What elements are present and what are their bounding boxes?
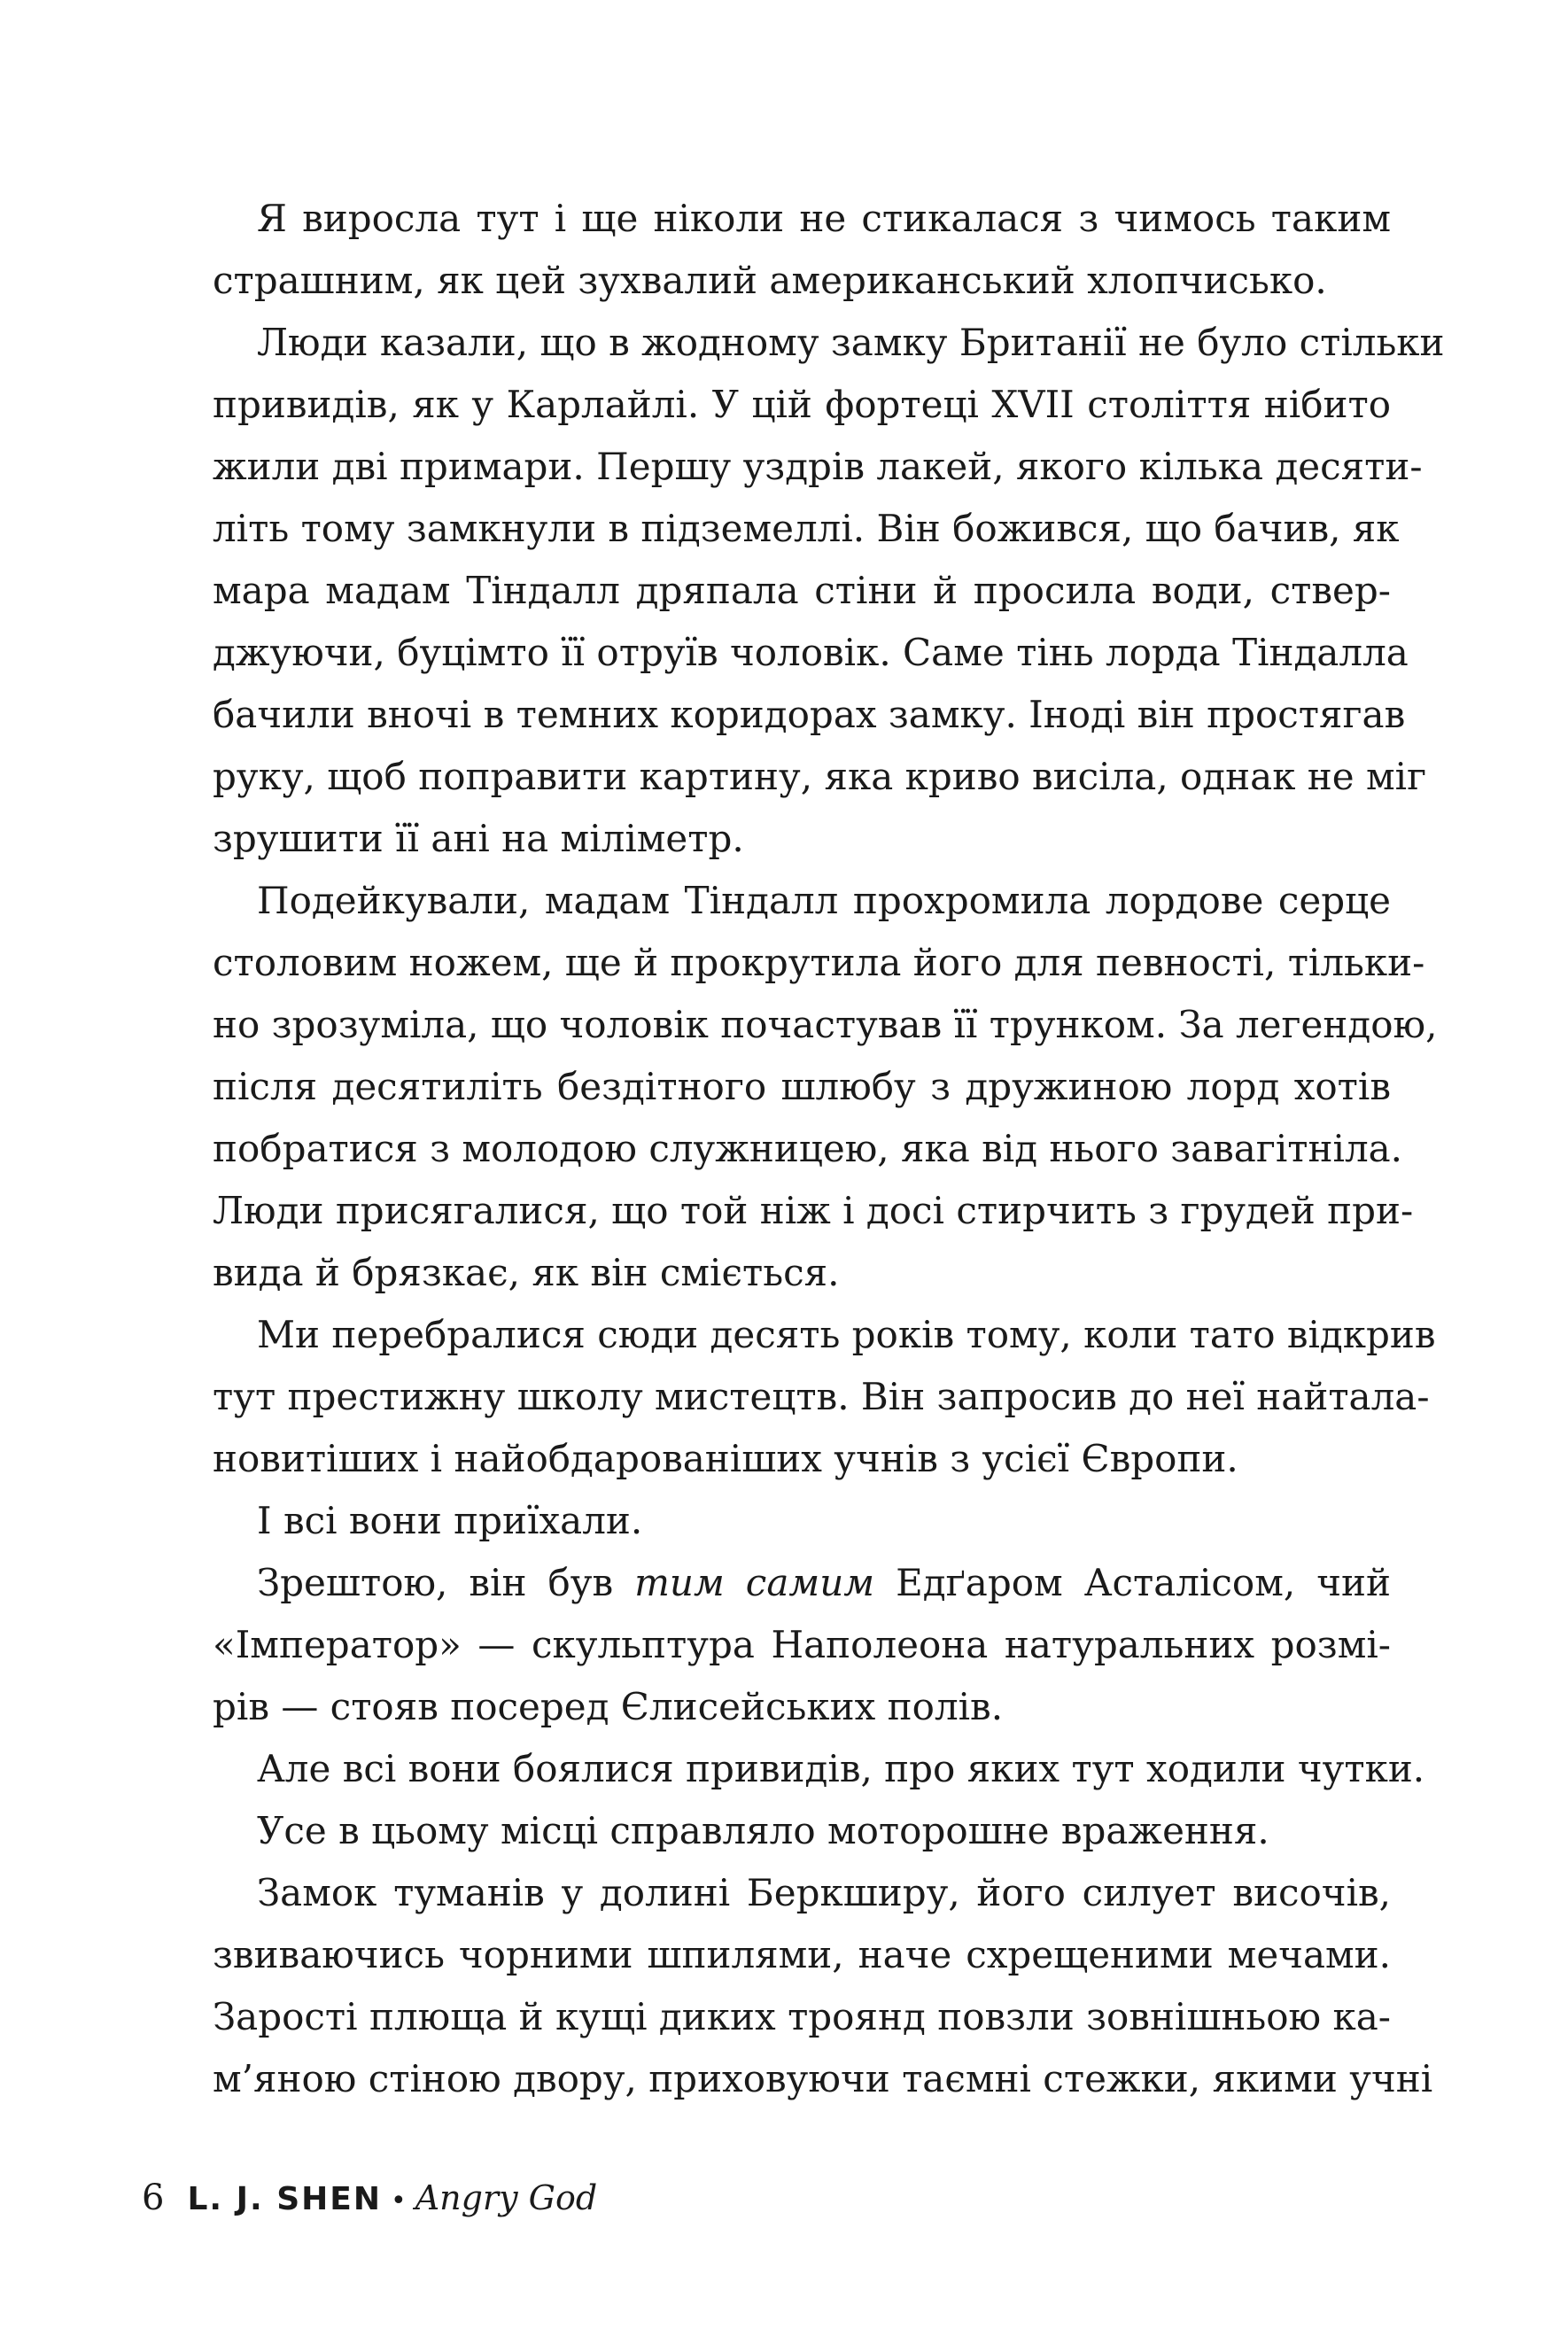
text-line: джуючи, буцімто її отруїв чоловік. Саме тінь лорда Тіндалла: [213, 631, 1409, 674]
text-line: бачили вночі в темних коридорах замку. Іноді він простягав: [213, 693, 1406, 736]
text-line: «Імператор» — скульптура Наполеона натуральних розмі-: [213, 1623, 1391, 1666]
paragraph-8: [213, 1800, 1391, 1862]
text-line: [213, 1552, 1391, 1614]
text-line: звиваючись чорними шпилями, наче схрещеними мечами.: [213, 1933, 1391, 1976]
paragraph-1: [213, 188, 1391, 312]
book-title: Angry God: [415, 2178, 598, 2217]
text-line: Але всі вони боялися привидів, про яких тут ходили чутки.: [257, 1747, 1425, 1790]
text-line: побратися з молодою служницею, яка від нього завагітніла.: [213, 1127, 1403, 1170]
text-line: Замок туманів у долині Беркширу, його силует височів,: [257, 1871, 1391, 1914]
text-line: но зрозуміла, що чоловік почастував її трунком. За легендою,: [213, 1003, 1438, 1046]
text-line: привидів, як у Карлайлі. У цій фортеці XVII століття нібито: [213, 383, 1391, 426]
paragraph-7: [213, 1738, 1425, 1800]
italic-emphasis: тим самим: [634, 1561, 875, 1604]
text-line: страшним, як цей зухвалий американський хлопчисько.: [213, 259, 1327, 302]
text-line: рів — стояв посеред Єлисейських полів.: [213, 1685, 1004, 1728]
paragraph-3: [213, 870, 1438, 1304]
text-line: руку, щоб поправити картину, яка криво висіла, однак не міг: [213, 755, 1427, 798]
text-line: після десятиліть бездітного шлюбу з дружиною лорд хотів: [213, 1065, 1391, 1108]
text-line: І всі вони приїхали.: [257, 1499, 643, 1542]
text-line: Ми перебралися сюди десять років тому, коли тато відкрив: [257, 1313, 1436, 1356]
text-line: Я виросла тут і ще ніколи не стикалася з чимось таким: [257, 197, 1391, 240]
running-footer: [142, 2177, 597, 2231]
text-line: літь тому замкнули в підземеллі. Він божився, що бачив, як: [213, 507, 1400, 550]
text-line: жили дві примари. Першу уздрів лакей, якого кілька десяти-: [213, 445, 1423, 488]
body-text: [213, 188, 1445, 2110]
paragraph-5: [213, 1490, 1391, 1552]
bullet-separator: •: [390, 2185, 407, 2216]
text-line: столовим ножем, ще й прокрутила його для певності, тільки-: [213, 941, 1425, 984]
text-line: тут престижну школу мистецтв. Він запросив до неї найтала-: [213, 1375, 1430, 1418]
text-line: новитіших і найобдарованіших учнів з усієї Європи.: [213, 1437, 1238, 1480]
paragraph-6: [213, 1552, 1391, 1738]
text-line: Зарості плюща й кущі диких троянд повзли зовнішньою ка-: [213, 1995, 1391, 2038]
text-run: Зрештою, він був: [257, 1561, 635, 1604]
text-line: мара мадам Тіндалл дряпала стіни й просила води, ствер-: [213, 569, 1391, 612]
text-line: вида й брязкає, як він сміється.: [213, 1251, 840, 1294]
page-number: 6: [142, 2177, 165, 2218]
text-line: Подейкували, мадам Тіндалл прохромила лордове серце: [257, 879, 1391, 922]
text-line: Усе в цьому місці справляло моторошне враження.: [257, 1809, 1269, 1852]
text-line: зрушити її ані на міліметр.: [213, 817, 744, 860]
text-run: Едґаром Асталісом, чий: [874, 1561, 1391, 1604]
paragraph-2: [213, 312, 1445, 870]
paragraph-9: [213, 1862, 1433, 2110]
text-line: Люди казали, що в жодному замку Британії не було стільки: [257, 321, 1445, 364]
paragraph-4: [213, 1304, 1436, 1490]
text-line: Люди присягалися, що той ніж і досі стирчить з грудей при-: [213, 1189, 1414, 1232]
text-line: м’яною стіною двору, приховуючи таємні стежки, якими учні: [213, 2057, 1433, 2100]
author-name: L. J. SHEN: [187, 2181, 382, 2217]
